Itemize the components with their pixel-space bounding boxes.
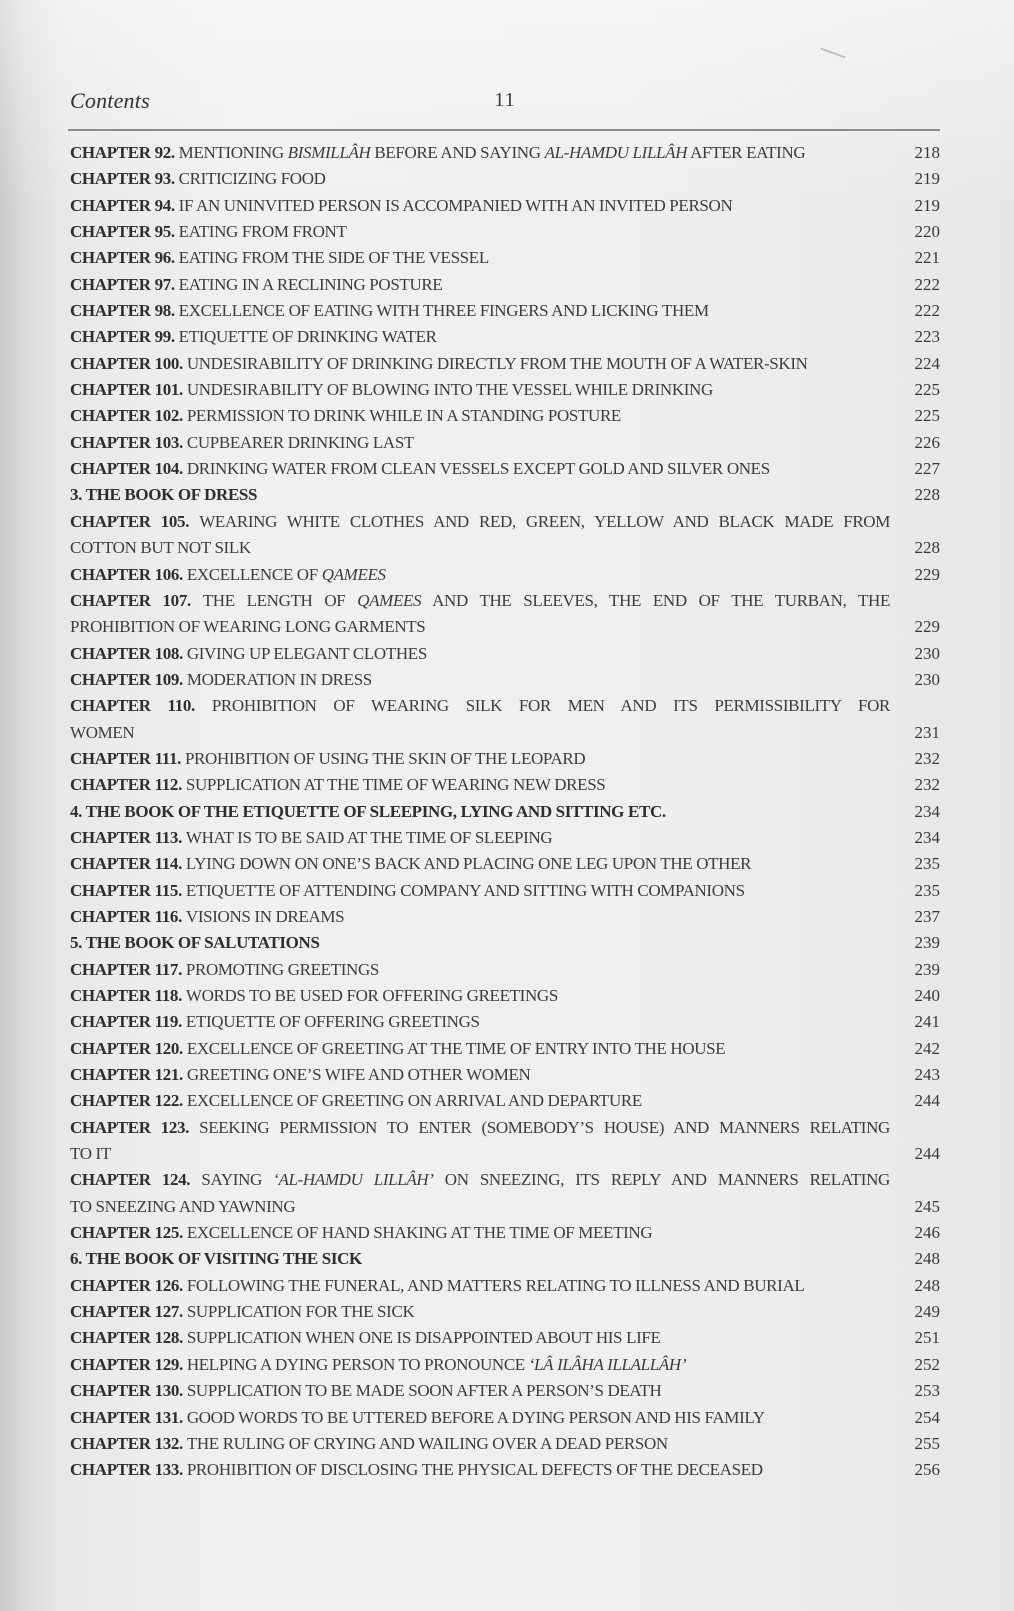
entry-page-number: 239 [914,959,940,979]
chapter-number-label: CHAPTER 97. [70,274,179,294]
entry-page-number: 223 [914,327,940,347]
entry-page-number: 248 [914,1275,940,1295]
toc-chapter-entry [70,851,940,877]
entry-page-number: 219 [914,195,940,215]
entry-title-text: CHAPTER 114. LYING DOWN ON ONE’S BACK AND PLACING ONE LEG UPON THE OTHER [70,854,752,874]
toc-chapter-entry [70,746,940,772]
entry-page-number: 240 [914,986,940,1005]
chapter-number-label: CHAPTER 107. [70,590,203,610]
chapter-number-label: CHAPTER 102. [70,406,187,426]
entry-title-text: CHAPTER 107. THE LENGTH OF QAMEES AND THE SLEEVES, THE END OF THE TURBAN, THE [70,590,890,610]
toc-line [70,1405,940,1431]
toc-chapter-entry [70,1062,940,1088]
entry-title-text: 3. THE BOOK OF DRESS [70,485,258,505]
entry-page-number: 252 [914,1354,940,1374]
toc-book-heading [70,1246,940,1272]
entry-page-number: 225 [914,406,940,426]
entry-page-number: 228 [914,538,940,558]
toc-chapter-entry [70,1088,940,1114]
toc-list [70,140,940,1484]
toc-chapter-entry [70,1405,940,1431]
toc-line [70,667,940,693]
toc-line [70,456,940,482]
entry-page-number: 220 [914,222,940,242]
entry-title-text: CHAPTER 95. EATING FROM FRONT [70,222,347,242]
entry-title-text: COTTON BUT NOT SILK [70,538,251,558]
entry-title-text: CHAPTER 124. SAYING ‘AL-HAMDU LILLÂH’ ON SNEEZING, ITS REPLY AND MANNERS RELATING [70,1170,890,1190]
chapter-number-label: CHAPTER 121. [70,1065,187,1085]
entry-title-text: CHAPTER 109. MODERATION IN DRESS [70,669,372,689]
entry-page-number: 222 [914,301,940,321]
entry-title-text: CHAPTER 120. EXCELLENCE OF GREETING AT THE TIME OF ENTRY INTO THE HOUSE [70,1038,726,1058]
toc-line [70,957,940,983]
entry-title-text: 4. THE BOOK OF THE ETIQUETTE OF SLEEPING, LYING AND SITTING ETC. [70,801,666,821]
chapter-number-label: CHAPTER 108. [70,643,187,663]
entry-page-number: 246 [914,1223,940,1243]
entry-title-text: CHAPTER 105. WEARING WHITE CLOTHES AND RED, GREEN, YELLOW AND BLACK MADE FROM [70,511,890,531]
entry-page-number: 226 [914,432,940,452]
entry-title-text: PROHIBITION OF WEARING LONG GARMENTS [70,617,426,637]
toc-chapter-entry [70,1167,940,1220]
chapter-number-label: CHAPTER 124. [70,1170,202,1190]
entry-page-number: 235 [914,880,940,900]
toc-line [70,930,940,956]
toc-chapter-entry [70,667,940,693]
entry-title-text: CHAPTER 92. MENTIONING BISMILLÂH BEFORE AND SAYING AL-HAMDU LILLÂH AFTER EATING [70,143,806,162]
chapter-number-label: CHAPTER 115. [70,880,186,900]
folio-page-number: 11 [494,89,516,111]
entry-page-number: 228 [914,485,940,505]
toc-chapter-entry [70,1036,940,1062]
toc-line [70,720,940,746]
chapter-number-label: CHAPTER 99. [70,327,179,347]
chapter-number-label: CHAPTER 101. [70,380,187,400]
entry-title-text: 6. THE BOOK OF VISITING THE SICK [70,1249,362,1269]
toc-line [70,878,940,904]
chapter-number-label: CHAPTER 129. [70,1354,187,1374]
toc-chapter-entry [70,957,940,983]
toc-chapter-entry [70,324,940,350]
entry-title-text: CHAPTER 126. FOLLOWING THE FUNERAL, AND MATTERS RELATING TO ILLNESS AND BURIAL [70,1275,805,1295]
toc-line [70,245,940,271]
toc-line [70,535,940,561]
chapter-number-label: CHAPTER 117. [70,959,186,979]
toc-chapter-entry [70,140,940,166]
toc-line [70,904,940,930]
entry-title-text: CHAPTER 118. WORDS TO BE USED FOR OFFERING GREETINGS [70,986,558,1005]
chapter-number-label: CHAPTER 112. [70,775,186,795]
entry-title-text: CHAPTER 125. EXCELLENCE OF HAND SHAKING AT THE TIME OF MEETING [70,1223,653,1243]
chapter-number-label: CHAPTER 95. [70,222,179,242]
toc-line [70,851,940,877]
entry-title-text: CHAPTER 110. PROHIBITION OF WEARING SILK FOR MEN AND ITS PERMISSIBILITY FOR [70,696,890,716]
entry-title-text: 5. THE BOOK OF SALUTATIONS [70,933,320,953]
chapter-number-label: CHAPTER 100. [70,353,187,373]
toc-chapter-entry [70,430,940,456]
entry-page-number: 219 [914,169,940,189]
toc-line [70,324,940,350]
entry-page-number: 253 [914,1381,940,1401]
entry-title-text: WOMEN [70,722,135,742]
chapter-number-label: CHAPTER 111. [70,748,185,768]
toc-chapter-entry [70,693,940,746]
entry-title-text: CHAPTER 93. CRITICIZING FOOD [70,169,326,189]
toc-line [70,1246,940,1272]
chapter-number-label: CHAPTER 128. [70,1328,187,1348]
toc-chapter-entry [70,772,940,798]
entry-title-text: CHAPTER 106. EXCELLENCE OF QAMEES [70,564,386,584]
toc-chapter-entry [70,1220,940,1246]
toc-line [70,1167,890,1193]
book-number-label: 6. [70,1249,86,1269]
entry-title-text: CHAPTER 131. GOOD WORDS TO BE UTTERED BEFORE A DYING PERSON AND HIS FAMILY [70,1407,765,1427]
chapter-number-label: CHAPTER 113. [70,827,186,847]
entry-page-number: 227 [914,459,940,479]
chapter-number-label: CHAPTER 133. [70,1460,187,1480]
toc-line [70,614,940,640]
toc-line [70,140,940,166]
toc-line [70,1036,940,1062]
toc-chapter-entry [70,1457,940,1483]
chapter-number-label: CHAPTER 114. [70,854,186,874]
entry-page-number: 243 [914,1065,940,1085]
chapter-number-label: CHAPTER 116. [70,906,186,926]
entry-title-text: CHAPTER 132. THE RULING OF CRYING AND WAILING OVER A DEAD PERSON [70,1433,668,1453]
entry-title-text: CHAPTER 98. EXCELLENCE OF EATING WITH THREE FINGERS AND LICKING THEM [70,301,709,321]
toc-line [70,1273,940,1299]
scan-artifact-mark [820,48,845,59]
chapter-number-label: CHAPTER 93. [70,169,179,189]
book-number-label: 4. [70,801,86,821]
entry-title-text: CHAPTER 94. IF AN UNINVITED PERSON IS ACCOMPANIED WITH AN INVITED PERSON [70,195,733,215]
entry-title-text: CHAPTER 130. SUPPLICATION TO BE MADE SOON AFTER A PERSON’S DEATH [70,1381,662,1401]
toc-line [70,641,940,667]
toc-line [70,1431,940,1457]
chapter-number-label: CHAPTER 94. [70,195,179,215]
entry-title-text: CHAPTER 97. EATING IN A RECLINING POSTURE [70,274,443,294]
entry-page-number: 255 [914,1433,940,1453]
toc-book-heading [70,799,940,825]
chapter-number-label: CHAPTER 119. [70,1012,186,1032]
entry-page-number: 242 [914,1038,940,1058]
entry-title-text: CHAPTER 116. VISIONS IN DREAMS [70,906,345,926]
entry-page-number: 256 [914,1460,940,1480]
toc-line [70,772,940,798]
chapter-number-label: CHAPTER 96. [70,248,179,268]
toc-chapter-entry [70,245,940,271]
entry-title-text: TO SNEEZING AND YAWNING [70,1196,296,1216]
toc-line [70,482,940,508]
entry-page-number: 222 [914,274,940,294]
entry-title-text: TO IT [70,1144,111,1164]
entry-page-number: 249 [914,1302,940,1322]
chapter-number-label: CHAPTER 109. [70,669,187,689]
toc-line [70,377,940,403]
toc-chapter-entry [70,641,940,667]
entry-page-number: 229 [914,617,940,637]
entry-title-text: CHAPTER 115. ETIQUETTE OF ATTENDING COMPANY AND SITTING WITH COMPANIONS [70,880,745,900]
toc-chapter-entry [70,904,940,930]
header-rule [68,129,940,131]
chapter-number-label: CHAPTER 118. [70,986,186,1005]
toc-chapter-entry [70,377,940,403]
toc-line [70,1088,940,1114]
toc-chapter-entry [70,825,940,851]
entry-title-text: CHAPTER 133. PROHIBITION OF DISCLOSING THE PHYSICAL DEFECTS OF THE DECEASED [70,1460,763,1480]
entry-title-text: CHAPTER 128. SUPPLICATION WHEN ONE IS DISAPPOINTED ABOUT HIS LIFE [70,1328,661,1348]
toc-line [70,351,940,377]
chapter-number-label: CHAPTER 130. [70,1381,187,1401]
entry-title-text: CHAPTER 102. PERMISSION TO DRINK WHILE IN A STANDING POSTURE [70,406,621,426]
chapter-number-label: CHAPTER 105. [70,511,200,531]
entry-title-text: CHAPTER 103. CUPBEARER DRINKING LAST [70,432,414,452]
toc-chapter-entry [70,1431,940,1457]
entry-title-text: CHAPTER 96. EATING FROM THE SIDE OF THE VESSEL [70,248,489,268]
entry-title-text: CHAPTER 129. HELPING A DYING PERSON TO PRONOUNCE ‘LÂ ILÂHA ILLALLÂH’ [70,1354,687,1374]
toc-line [70,298,940,324]
entry-title-text: CHAPTER 123. SEEKING PERMISSION TO ENTER (SOMEBODY’S HOUSE) AND MANNERS RELATING [70,1117,890,1137]
entry-page-number: 245 [914,1196,940,1216]
toc-line [70,1194,940,1220]
chapter-number-label: CHAPTER 131. [70,1407,187,1427]
toc-line [70,1220,940,1246]
toc-chapter-entry [70,588,940,641]
toc-line [70,588,890,614]
chapter-number-label: CHAPTER 92. [70,143,179,162]
chapter-number-label: CHAPTER 98. [70,301,179,321]
toc-line [70,1009,940,1035]
entry-page-number: 248 [914,1249,940,1269]
chapter-number-label: CHAPTER 132. [70,1433,187,1453]
toc-line [70,562,940,588]
entry-page-number: 241 [914,1012,940,1032]
entry-page-number: 231 [914,722,940,742]
toc-chapter-entry [70,166,940,192]
toc-chapter-entry [70,1299,940,1325]
chapter-number-label: CHAPTER 126. [70,1275,187,1295]
toc-line [70,1299,940,1325]
toc-line [70,403,940,429]
toc-chapter-entry [70,219,940,245]
entry-title-text: CHAPTER 108. GIVING UP ELEGANT CLOTHES [70,643,427,663]
toc-chapter-entry [70,403,940,429]
toc-line [70,509,890,535]
page-title: Contents [70,88,150,113]
toc-line [70,983,940,1009]
toc-chapter-entry [70,1009,940,1035]
entry-title-text: CHAPTER 101. UNDESIRABILITY OF BLOWING INTO THE VESSEL WHILE DRINKING [70,380,713,400]
chapter-number-label: CHAPTER 123. [70,1117,200,1137]
chapter-number-label: CHAPTER 125. [70,1223,187,1243]
entry-page-number: 251 [914,1328,940,1348]
book-number-label: 5. [70,933,86,953]
toc-chapter-entry [70,1378,940,1404]
chapter-number-label: CHAPTER 110. [70,696,212,716]
entry-page-number: 232 [914,748,940,768]
toc-line [70,430,940,456]
toc-line [70,1325,940,1351]
toc-line [70,166,940,192]
toc-chapter-entry [70,298,940,324]
toc-chapter-entry [70,1273,940,1299]
entry-page-number: 234 [914,801,940,821]
toc-book-heading [70,930,940,956]
toc-line [70,193,940,219]
entry-title-text: CHAPTER 117. PROMOTING GREETINGS [70,959,379,979]
entry-page-number: 229 [914,564,940,584]
toc-chapter-entry [70,456,940,482]
entry-title-text: CHAPTER 113. WHAT IS TO BE SAID AT THE TIME OF SLEEPING [70,827,553,847]
entry-page-number: 221 [914,248,940,268]
entry-page-number: 244 [914,1144,940,1164]
chapter-number-label: CHAPTER 104. [70,459,187,479]
entry-page-number: 218 [914,143,940,162]
page-header [70,88,940,122]
toc-line [70,693,890,719]
toc-book-heading [70,482,940,508]
entry-page-number: 239 [914,933,940,953]
toc-line [70,272,940,298]
entry-page-number: 254 [914,1407,940,1427]
entry-title-text: CHAPTER 100. UNDESIRABILITY OF DRINKING DIRECTLY FROM THE MOUTH OF A WATER-SKIN [70,353,808,373]
toc-line [70,1115,890,1141]
toc-line [70,825,940,851]
entry-title-text: CHAPTER 122. EXCELLENCE OF GREETING ON ARRIVAL AND DEPARTURE [70,1091,642,1111]
entry-page-number: 235 [914,854,940,874]
entry-page-number: 237 [914,906,940,926]
toc-line [70,1062,940,1088]
entry-title-text: CHAPTER 119. ETIQUETTE OF OFFERING GREETINGS [70,1012,480,1032]
entry-title-text: CHAPTER 127. SUPPLICATION FOR THE SICK [70,1302,415,1322]
entry-page-number: 224 [914,353,940,373]
entry-title-text: CHAPTER 104. DRINKING WATER FROM CLEAN VESSELS EXCEPT GOLD AND SILVER ONES [70,459,770,479]
toc-line [70,1141,940,1167]
toc-line [70,1352,940,1378]
entry-title-text: CHAPTER 112. SUPPLICATION AT THE TIME OF WEARING NEW DRESS [70,775,606,795]
toc-chapter-entry [70,351,940,377]
entry-page-number: 232 [914,775,940,795]
toc-chapter-entry [70,1352,940,1378]
entry-title-text: CHAPTER 111. PROHIBITION OF USING THE SKIN OF THE LEOPARD [70,748,586,768]
entry-page-number: 244 [914,1091,940,1111]
toc-line [70,746,940,772]
book-number-label: 3. [70,485,86,505]
toc-line [70,1378,940,1404]
toc-chapter-entry [70,509,940,562]
toc-chapter-entry [70,1325,940,1351]
chapter-number-label: CHAPTER 106. [70,564,187,584]
toc-line [70,219,940,245]
chapter-number-label: CHAPTER 122. [70,1091,187,1111]
toc-chapter-entry [70,1115,940,1168]
entry-title-text: CHAPTER 99. ETIQUETTE OF DRINKING WATER [70,327,437,347]
toc-line [70,799,940,825]
chapter-number-label: CHAPTER 103. [70,432,187,452]
entry-page-number: 230 [914,643,940,663]
entry-title-text: CHAPTER 121. GREETING ONE’S WIFE AND OTHER WOMEN [70,1065,531,1085]
toc-chapter-entry [70,193,940,219]
chapter-number-label: CHAPTER 127. [70,1302,187,1322]
toc-chapter-entry [70,272,940,298]
toc-chapter-entry [70,983,940,1009]
entry-page-number: 234 [914,827,940,847]
toc-line [70,1457,940,1483]
toc-chapter-entry [70,562,940,588]
chapter-number-label: CHAPTER 120. [70,1038,187,1058]
entry-page-number: 225 [914,380,940,400]
toc-chapter-entry [70,878,940,904]
entry-page-number: 230 [914,669,940,689]
